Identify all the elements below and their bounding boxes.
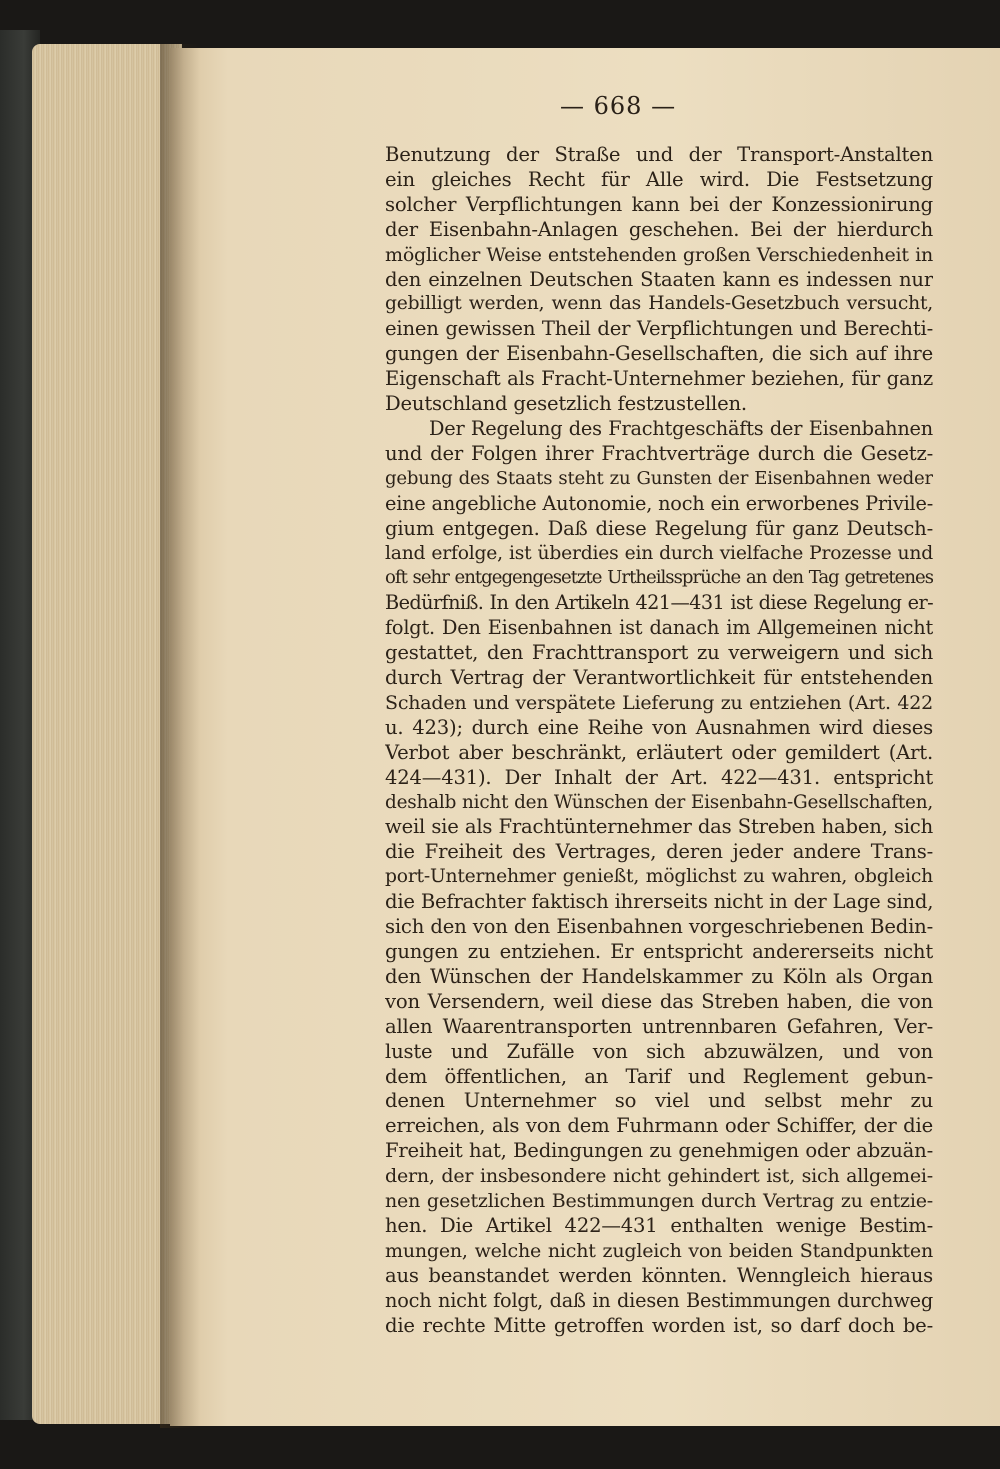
text-line: die rechte Mitte getroffen worden ist, so darf doch be- <box>385 1313 933 1337</box>
text-line: u. 423); durch eine Reihe von Ausnahmen wird dieses <box>385 715 933 739</box>
text-line: noch nicht folgt, daß in diesen Bestimmungen durchweg <box>385 1288 933 1312</box>
text-line: möglicher Weise entstehenden großen Verschiedenheit in <box>385 243 933 266</box>
text-line: der Eisenbahn-Anlagen geschehen. Bei der hierdurch <box>385 217 933 241</box>
text-line: den Wünschen der Handelskammer zu Köln als Organ <box>385 964 933 988</box>
text-line: gungen zu entziehen. Er entspricht andererseits nicht <box>385 940 933 963</box>
text-line: erreichen, als von dem Fuhrmann oder Schiffer, der die <box>385 1114 933 1138</box>
text-line: gebung des Staats steht zu Gunsten der Eisenbahnen weder <box>385 467 933 489</box>
text-line: Schaden und verspätete Lieferung zu entziehen (Art. 422 <box>385 691 933 714</box>
text-line: luste und Zufälle von sich abzuwälzen, und von <box>385 1039 933 1063</box>
text-line: gebilligt werden, wenn das Handels-Gesetzbuch versucht, <box>385 293 933 315</box>
text-line: gestattet, den Frachttransport zu verweigern und sich <box>385 641 933 665</box>
text-line: sich den von den Eisenbahnen vorgeschriebenen Bedin- <box>385 915 933 939</box>
text-line: von Versendern, weil diese das Streben haben, die von <box>385 989 933 1013</box>
page-gutter-shadow <box>160 44 200 1428</box>
text-line: eine angebliche Autonomie, noch ein erworbenes Privile- <box>385 491 933 515</box>
text-line: Deutschland gesetzlich festzustellen. <box>385 392 747 416</box>
text-line: mungen, welche nicht zugleich von beiden Standpunkten <box>385 1239 933 1262</box>
text-line: nen gesetzlichen Bestimmungen durch Vertrag zu entzie- <box>385 1190 933 1213</box>
text-line: gungen der Eisenbahn-Gesellschaften, die sich auf ihre <box>385 342 933 366</box>
text-line: Eigenschaft als Fracht-Unternehmer beziehen, für ganz <box>385 367 933 391</box>
text-line: dem öffentlichen, an Tarif und Reglement gebun- <box>385 1064 933 1088</box>
text-line: ein gleiches Recht für Alle wird. Die Festsetzung <box>385 167 933 191</box>
text-line: die Freiheit des Vertrages, deren jeder andere Trans- <box>385 840 933 864</box>
text-line: aus beanstandet werden könnten. Wenngleich hieraus <box>385 1263 933 1287</box>
text-line: Freiheit hat, Bedingungen zu genehmigen oder abzuän- <box>385 1139 933 1163</box>
text-line: hen. Die Artikel 422—431 enthalten wenige Bestim- <box>385 1213 933 1237</box>
text-line: 424—431). Der Inhalt der Art. 422—431. entspricht <box>385 765 933 789</box>
text-line: solcher Verpflichtungen kann bei der Konzessionirung <box>385 192 933 216</box>
text-line: den einzelnen Deutschen Staaten kann es indessen nur <box>385 267 933 291</box>
text-line: die Befrachter faktisch ihrerseits nicht in der Lage sind, <box>385 890 933 914</box>
text-line: weil sie als Frachtünternehmer das Streben haben, sich <box>385 815 933 839</box>
page-number-header: — 668 — <box>560 92 677 120</box>
body-text <box>385 143 933 1339</box>
text-line: allen Waarentransporten untrennbaren Gefahren, Ver- <box>385 1014 933 1038</box>
text-line: Benutzung der Straße und der Transport-Anstalten <box>385 143 933 166</box>
text-line: deshalb nicht den Wünschen der Eisenbahn-Gesellschaften, <box>385 791 933 813</box>
text-line: und der Folgen ihrer Frachtverträge durch die Gesetz- <box>385 441 933 465</box>
text-line: durch Vertrag der Verantwortlichkeit für entstehenden <box>385 666 933 690</box>
text-line: einen gewissen Theil der Verpflichtungen und Berechti- <box>385 317 933 341</box>
text-line: port-Unternehmer genießt, möglichst zu wahren, obgleich <box>385 866 933 888</box>
text-line: gium entgegen. Daß diese Regelung für ganz Deutsch- <box>385 516 933 540</box>
text-line: dern, der insbesondere nicht gehindert ist, sich allgemei- <box>385 1165 933 1188</box>
text-line: land erfolge, ist überdies ein durch vielfache Prozesse und <box>385 542 933 564</box>
text-line: oft sehr entgegengesetzte Urtheilssprüche an den Tag getretenes <box>385 567 933 589</box>
text-line: folgt. Den Eisenbahnen ist danach im Allgemeinen nicht <box>385 616 933 640</box>
text-line: Der Regelung des Frachtgeschäfts der Eisenbahnen <box>429 416 933 440</box>
text-line: denen Unternehmer so viel und selbst mehr zu <box>385 1089 933 1113</box>
text-line: Bedürfniß. In den Artikeln 421—431 ist diese Regelung er- <box>385 591 933 615</box>
text-line: Verbot aber beschränkt, erläutert oder gemildert (Art. <box>385 740 933 764</box>
